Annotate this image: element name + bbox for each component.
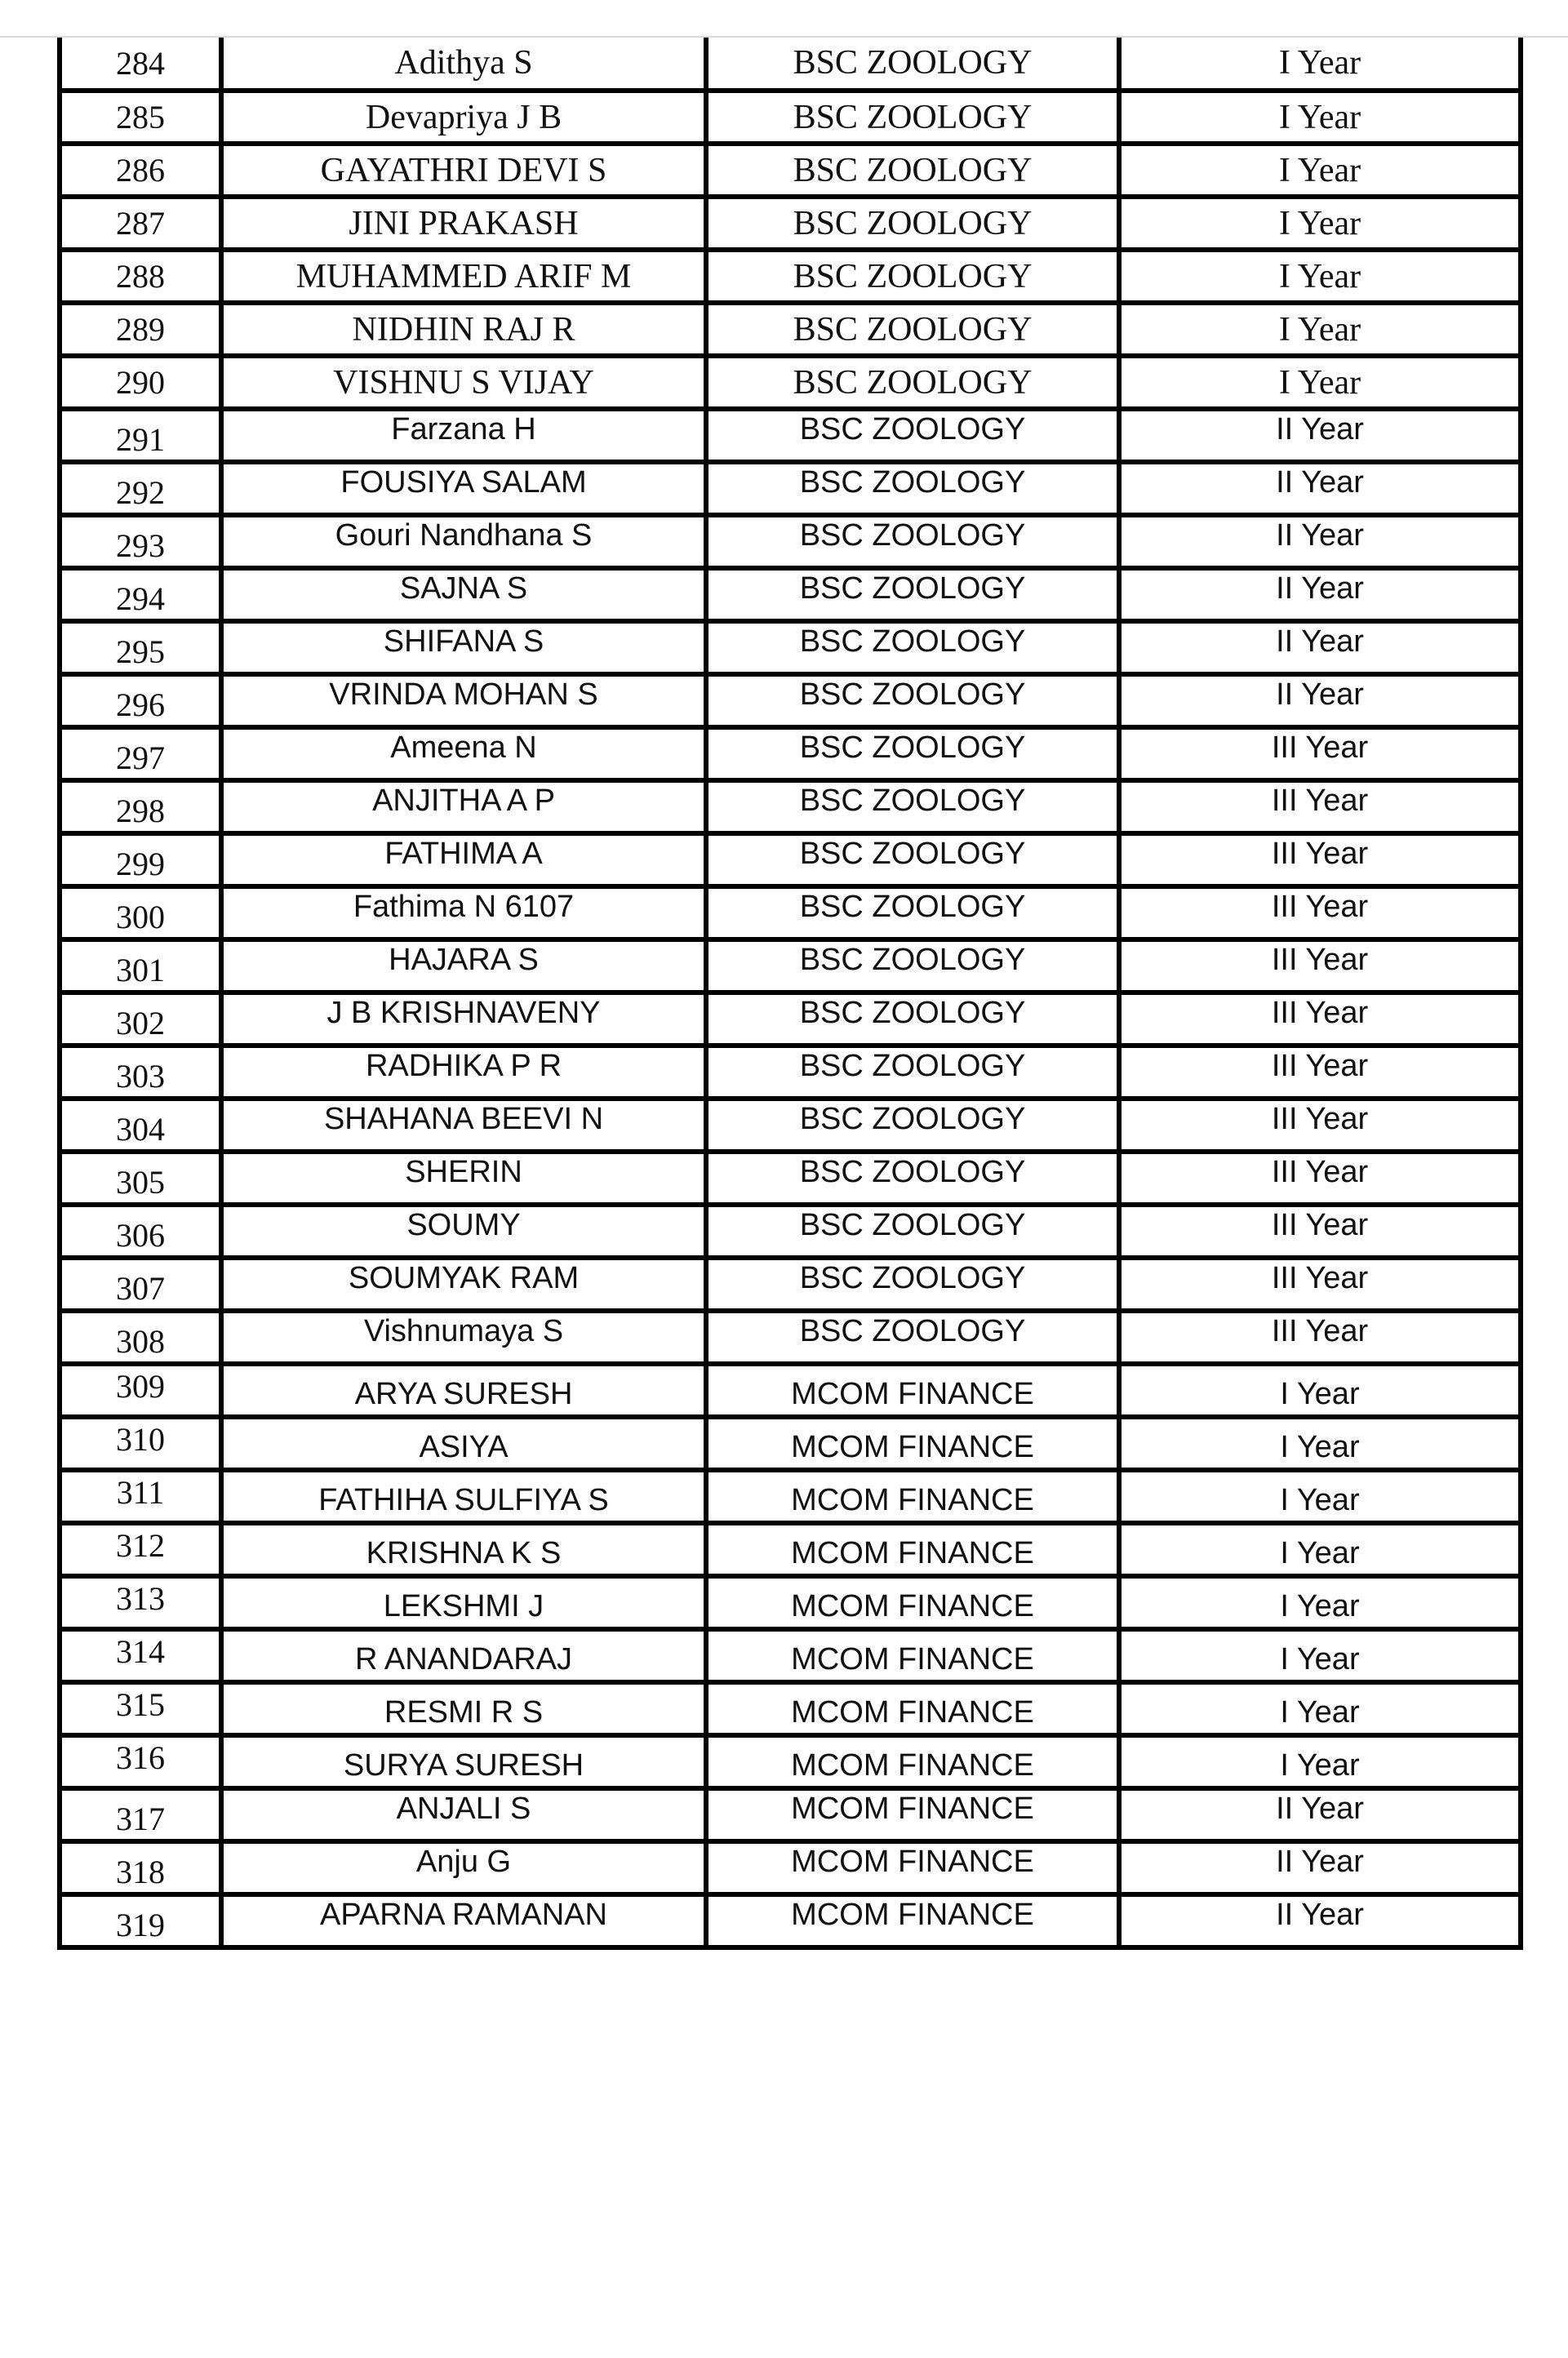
serial-number-cell: 303 [60,1046,221,1099]
student-name-cell: JINI PRAKASH [221,197,706,250]
course-cell: BSC ZOOLOGY [706,409,1119,462]
student-name-cell: ANJALI S [221,1788,706,1841]
year-cell: II Year [1119,515,1521,568]
year-cell: I Year [1119,1364,1521,1417]
table-row [60,1894,1521,1947]
table-row [60,939,1521,992]
table-row [60,409,1521,462]
year-cell: II Year [1119,568,1521,621]
course-cell: BSC ZOOLOGY [706,1205,1119,1258]
student-name-cell: R ANANDARAJ [221,1629,706,1682]
student-name-cell: Vishnumaya S [221,1311,706,1364]
student-name-cell: SOUMY [221,1205,706,1258]
table-row [60,1258,1521,1311]
table-row [60,992,1521,1046]
year-cell: II Year [1119,1894,1521,1947]
year-cell: I Year [1119,38,1521,91]
year-cell: II Year [1119,1788,1521,1841]
table-row [60,91,1521,144]
student-name-cell: VISHNU S VIJAY [221,356,706,409]
course-cell: MCOM FINANCE [706,1364,1119,1417]
course-cell: MCOM FINANCE [706,1682,1119,1735]
year-cell: II Year [1119,1841,1521,1894]
year-cell: III Year [1119,992,1521,1046]
table-row [60,780,1521,833]
table-row [60,38,1521,91]
course-cell: MCOM FINANCE [706,1629,1119,1682]
student-name-cell: APARNA RAMANAN [221,1894,706,1947]
course-cell: BSC ZOOLOGY [706,727,1119,780]
table-row [60,886,1521,939]
student-name-cell: KRISHNA K S [221,1523,706,1576]
year-cell: III Year [1119,727,1521,780]
year-cell: III Year [1119,1205,1521,1258]
course-cell: BSC ZOOLOGY [706,780,1119,833]
year-cell: III Year [1119,1258,1521,1311]
table-row [60,1841,1521,1894]
serial-number-cell: 301 [60,939,221,992]
student-name-cell: FATHIHA SULFIYA S [221,1470,706,1523]
serial-number-cell: 311 [60,1470,221,1523]
serial-number-cell: 315 [60,1682,221,1735]
student-name-cell: SAJNA S [221,568,706,621]
course-cell: BSC ZOOLOGY [706,515,1119,568]
serial-number-cell: 284 [60,38,221,91]
table-row [60,1099,1521,1152]
serial-number-cell: 304 [60,1099,221,1152]
table-row [60,1735,1521,1788]
serial-number-cell: 291 [60,409,221,462]
student-name-cell: SHERIN [221,1152,706,1205]
course-cell: BSC ZOOLOGY [706,91,1119,144]
year-cell: I Year [1119,250,1521,303]
student-name-cell: Fathima N 6107 [221,886,706,939]
year-cell: III Year [1119,833,1521,886]
serial-number-cell: 287 [60,197,221,250]
table-row [60,1629,1521,1682]
student-name-cell: J B KRISHNAVENY [221,992,706,1046]
year-cell: II Year [1119,409,1521,462]
course-cell: BSC ZOOLOGY [706,1258,1119,1311]
course-cell: BSC ZOOLOGY [706,939,1119,992]
student-name-cell: RESMI R S [221,1682,706,1735]
serial-number-cell: 313 [60,1576,221,1629]
student-table [57,38,1523,1950]
student-name-cell: Anju G [221,1841,706,1894]
student-name-cell: SHIFANA S [221,621,706,674]
student-name-cell: MUHAMMED ARIF M [221,250,706,303]
serial-number-cell: 293 [60,515,221,568]
student-name-cell: ASIYA [221,1417,706,1470]
year-cell: I Year [1119,1629,1521,1682]
year-cell: I Year [1119,144,1521,197]
course-cell: MCOM FINANCE [706,1576,1119,1629]
course-cell: BSC ZOOLOGY [706,886,1119,939]
serial-number-cell: 316 [60,1735,221,1788]
course-cell: BSC ZOOLOGY [706,1311,1119,1364]
serial-number-cell: 317 [60,1788,221,1841]
course-cell: BSC ZOOLOGY [706,1046,1119,1099]
course-cell: BSC ZOOLOGY [706,674,1119,727]
student-name-cell: SOUMYAK RAM [221,1258,706,1311]
table-row [60,1046,1521,1099]
year-cell: I Year [1119,356,1521,409]
course-cell: BSC ZOOLOGY [706,621,1119,674]
serial-number-cell: 299 [60,833,221,886]
table-row [60,568,1521,621]
year-cell: III Year [1119,1311,1521,1364]
course-cell: MCOM FINANCE [706,1841,1119,1894]
student-name-cell: Ameena N [221,727,706,780]
table-row [60,515,1521,568]
serial-number-cell: 297 [60,727,221,780]
table-row [60,1364,1521,1417]
student-name-cell: SURYA SURESH [221,1735,706,1788]
year-cell: II Year [1119,621,1521,674]
table-row [60,1576,1521,1629]
student-name-cell: FOUSIYA SALAM [221,462,706,515]
course-cell: BSC ZOOLOGY [706,197,1119,250]
serial-number-cell: 314 [60,1629,221,1682]
student-name-cell: ANJITHA A P [221,780,706,833]
serial-number-cell: 292 [60,462,221,515]
course-cell: MCOM FINANCE [706,1417,1119,1470]
student-name-cell: RADHIKA P R [221,1046,706,1099]
year-cell: I Year [1119,1682,1521,1735]
year-cell: III Year [1119,1152,1521,1205]
course-cell: MCOM FINANCE [706,1894,1119,1947]
table-row [60,1470,1521,1523]
table-row [60,356,1521,409]
student-name-cell: SHAHANA BEEVI N [221,1099,706,1152]
serial-number-cell: 312 [60,1523,221,1576]
student-table-body [60,38,1521,1947]
course-cell: BSC ZOOLOGY [706,356,1119,409]
year-cell: I Year [1119,303,1521,356]
course-cell: BSC ZOOLOGY [706,303,1119,356]
year-cell: II Year [1119,674,1521,727]
serial-number-cell: 319 [60,1894,221,1947]
serial-number-cell: 300 [60,886,221,939]
table-row [60,1311,1521,1364]
table-row [60,1682,1521,1735]
table-row [60,303,1521,356]
course-cell: BSC ZOOLOGY [706,38,1119,91]
course-cell: MCOM FINANCE [706,1788,1119,1841]
year-cell: I Year [1119,1523,1521,1576]
table-row [60,674,1521,727]
serial-number-cell: 302 [60,992,221,1046]
table-row [60,462,1521,515]
table-row [60,1417,1521,1470]
serial-number-cell: 296 [60,674,221,727]
course-cell: BSC ZOOLOGY [706,462,1119,515]
serial-number-cell: 289 [60,303,221,356]
serial-number-cell: 295 [60,621,221,674]
course-cell: MCOM FINANCE [706,1470,1119,1523]
table-row [60,197,1521,250]
year-cell: I Year [1119,1470,1521,1523]
serial-number-cell: 308 [60,1311,221,1364]
table-row [60,1205,1521,1258]
course-cell: BSC ZOOLOGY [706,144,1119,197]
year-cell: III Year [1119,886,1521,939]
student-name-cell: NIDHIN RAJ R [221,303,706,356]
student-name-cell: Farzana H [221,409,706,462]
serial-number-cell: 286 [60,144,221,197]
serial-number-cell: 305 [60,1152,221,1205]
course-cell: BSC ZOOLOGY [706,1152,1119,1205]
student-name-cell: Devapriya J B [221,91,706,144]
year-cell: III Year [1119,1099,1521,1152]
year-cell: I Year [1119,1735,1521,1788]
year-cell: III Year [1119,1046,1521,1099]
student-name-cell: Adithya S [221,38,706,91]
course-cell: BSC ZOOLOGY [706,992,1119,1046]
student-list-sheet [57,38,1518,2319]
serial-number-cell: 309 [60,1364,221,1417]
table-row [60,144,1521,197]
table-row [60,833,1521,886]
course-cell: BSC ZOOLOGY [706,568,1119,621]
student-name-cell: ARYA SURESH [221,1364,706,1417]
table-row [60,250,1521,303]
course-cell: MCOM FINANCE [706,1523,1119,1576]
table-row [60,1152,1521,1205]
serial-number-cell: 318 [60,1841,221,1894]
year-cell: III Year [1119,939,1521,992]
table-row [60,1523,1521,1576]
serial-number-cell: 310 [60,1417,221,1470]
student-name-cell: FATHIMA A [221,833,706,886]
serial-number-cell: 294 [60,568,221,621]
student-name-cell: LEKSHMI J [221,1576,706,1629]
student-name-cell: VRINDA MOHAN S [221,674,706,727]
year-cell: III Year [1119,780,1521,833]
serial-number-cell: 307 [60,1258,221,1311]
year-cell: I Year [1119,1417,1521,1470]
year-cell: I Year [1119,1576,1521,1629]
year-cell: I Year [1119,197,1521,250]
serial-number-cell: 290 [60,356,221,409]
student-name-cell: Gouri Nandhana S [221,515,706,568]
student-name-cell: HAJARA S [221,939,706,992]
table-row [60,727,1521,780]
serial-number-cell: 306 [60,1205,221,1258]
table-row [60,1788,1521,1841]
year-cell: II Year [1119,462,1521,515]
table-row [60,621,1521,674]
course-cell: BSC ZOOLOGY [706,833,1119,886]
course-cell: BSC ZOOLOGY [706,250,1119,303]
serial-number-cell: 298 [60,780,221,833]
course-cell: BSC ZOOLOGY [706,1099,1119,1152]
serial-number-cell: 285 [60,91,221,144]
course-cell: MCOM FINANCE [706,1735,1119,1788]
student-name-cell: GAYATHRI DEVI S [221,144,706,197]
year-cell: I Year [1119,91,1521,144]
serial-number-cell: 288 [60,250,221,303]
